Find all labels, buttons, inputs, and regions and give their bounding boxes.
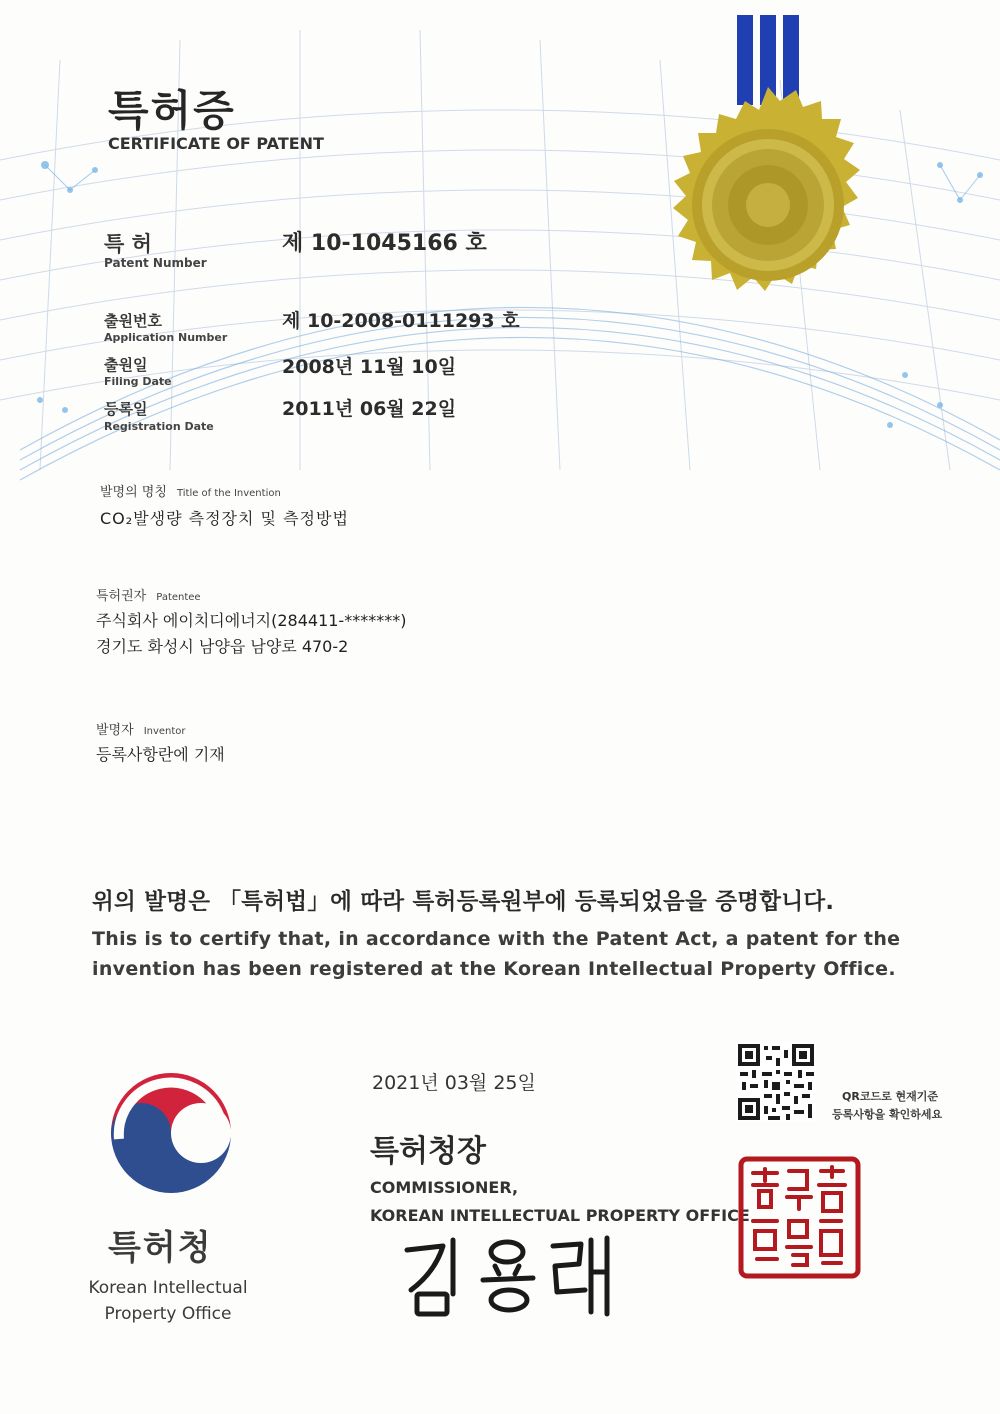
registration-date-label-en: Registration Date xyxy=(104,420,214,433)
certificate-title-en: CERTIFICATE OF PATENT xyxy=(108,134,324,153)
qr-note-line1: QR코드로 현재기준 xyxy=(842,1090,939,1103)
qr-code-icon[interactable] xyxy=(736,1042,816,1122)
declaration-en-line1: This is to certify that, in accordance with the Patent Act, a patent for the xyxy=(92,928,901,950)
filing-date-label: 출원일 xyxy=(104,356,148,374)
declaration-ko: 위의 발명은 「특허법」에 따라 특허등록원부에 등록되었음을 증명합니다. xyxy=(92,889,835,915)
signature-image xyxy=(395,1232,635,1322)
patentee-label-group xyxy=(96,585,201,604)
registration-date-label: 등록일 xyxy=(104,400,148,418)
patent-number-label-en: Patent Number xyxy=(104,256,207,270)
gold-medal-icon xyxy=(650,15,910,315)
patentee-name: 주식회사 에이치디에너지(284411-*******) xyxy=(96,611,407,630)
office-name-en-2: Property Office xyxy=(104,1304,232,1324)
kipo-logo-icon xyxy=(108,1070,234,1196)
declaration-en-line2: invention has been registered at the Korean Intellectual Property Office. xyxy=(92,958,896,980)
inventor-label-group xyxy=(96,719,186,738)
issue-date: 2021년 03월 25일 xyxy=(372,1072,536,1094)
invention-title-label: 발명의 명칭 xyxy=(100,485,167,500)
invention-title-value: CO₂발생량 측정장치 및 측정방법 xyxy=(100,509,349,528)
inventor-label: 발명자 xyxy=(96,723,134,738)
certificate-title: 특허증 xyxy=(108,86,236,135)
patentee-label: 특허권자 xyxy=(96,589,147,604)
office-name-en-1: Korean Intellectual xyxy=(88,1278,248,1298)
application-number-value: 제 10-2008-0111293 호 xyxy=(282,310,520,332)
patentee-address: 경기도 화성시 남양읍 남양로 470-2 xyxy=(96,637,349,656)
office-name-ko: 특허청 xyxy=(108,1228,213,1268)
inventor-value: 등록사항란에 기재 xyxy=(96,745,225,764)
commissioner-title-en-2: KOREAN INTELLECTUAL PROPERTY OFFICE xyxy=(370,1206,750,1225)
patent-number-label: 특 허 xyxy=(104,232,152,256)
qr-note-line2: 등록사항을 확인하세요 xyxy=(832,1108,943,1121)
filing-date-label-en: Filing Date xyxy=(104,375,172,388)
patentee-label-en: Patentee xyxy=(156,592,201,603)
invention-title-label-en: Title of the Invention xyxy=(176,488,281,499)
commissioner-title-en-1: COMMISSIONER, xyxy=(370,1178,519,1197)
commissioner-title-ko: 특허청장 xyxy=(370,1134,486,1169)
application-number-label: 출원번호 xyxy=(104,312,162,330)
patent-number-value: 제 10-1045166 호 xyxy=(282,231,487,256)
registration-date-value: 2011년 06월 22일 xyxy=(282,398,457,420)
application-number-label-en: Application Number xyxy=(104,331,228,344)
official-seal-icon xyxy=(737,1155,862,1280)
invention-title-label-group xyxy=(100,481,281,500)
inventor-label-en: Inventor xyxy=(143,726,186,737)
filing-date-value: 2008년 11월 10일 xyxy=(282,356,457,378)
